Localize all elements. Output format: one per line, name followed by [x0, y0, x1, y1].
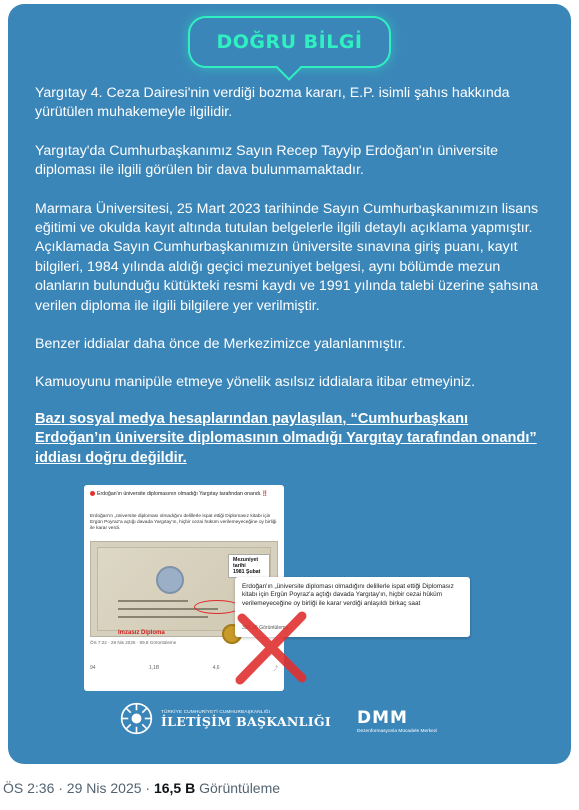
red-circle-icon: [90, 491, 95, 496]
popup-text: Erdoğan'ın „üniversite diploması olmadığını delillerle ispat ettiği Diplomasız kitabı için Ergün Poyraz'a açtığı davada Yargıtay'ın, hiçbir cezai hüküm verilemeyeceğine oy birliği ile karar verdiği anlaşıldı birkaç saat: [242, 583, 454, 607]
dogru-bilgi-badge: [188, 16, 390, 68]
dmm-subtitle: Dezenformasyonla Mücadele Merkezi: [357, 729, 438, 734]
repost-count: 1,1B: [148, 665, 160, 671]
badge-label: DOĞRU BİLGİ: [216, 31, 363, 53]
claim-highlight: Bazı sosyal medya hesaplarından paylaşılan, “Cumhurbaşkanı Erdoğan’ın üniversite diplomasının olmadığı Yargıtay tarafından onandı” iddiası doğru değildir.: [35, 410, 537, 466]
post-timestamp[interactable]: ÖS 2:36 · 29 Nis 2025 ·: [3, 780, 154, 796]
presidency-emblem-icon: [120, 702, 153, 735]
reply-count: 94: [90, 665, 96, 671]
iletisim-baskanligi-logo: [120, 702, 331, 735]
badge-wrap: [8, 16, 571, 68]
diploma-line: [118, 600, 188, 602]
diploma-line: [118, 616, 208, 618]
paragraph-4: Benzer iddialar daha önce de Merkezimizce yalanlanmıştır.: [35, 336, 406, 353]
paragraph-3: Marmara Üniversitesi, 25 Mart 2023 tarihinde Sayın Cumhurbaşkanımızın lisans eğitimi ve okulda kayıt altında tutulan belgelerle ilgili detaylı açıklama yapmıştır. Açıklamada Sayın Cumhurbaşkanımızın üniversite sınavına giriş puanı, kayıt bilgileri, 1984 yılında aldığı geçici mezuniyet belgesi, aynı bölümde mezun olanların bulunduğu kütükteki resmi kaydı ve 1991 yılında talebi üzerine şahsına verilen diploma ile ilgili bilgilere yer verilmiştir.: [35, 200, 539, 314]
views-count: 16,5 B: [153, 780, 196, 796]
university-seal-icon: [156, 566, 184, 594]
paragraph-2: Yargıtay'da Cumhurbaşkanımız Sayın Recep Tayyip Erdoğan'ın üniversite diploması ile ilgili görülen bir dava bulunmamaktadır.: [35, 142, 499, 179]
popup-views: 350,1B Görüntüleme: [242, 625, 289, 631]
views-label: Görüntüleme: [195, 780, 281, 796]
dmm-mark: DMM: [357, 708, 408, 728]
embedded-post-footer: ÖS 7:22 · 28 Nis 2025 · 99,8 Görüntüleme: [90, 640, 177, 645]
embedded-post-header: Erdoğan'ın üniversite diplomasının olmadığı Yargıtay tarafından onandı.‼️: [90, 491, 276, 498]
badge-tail: [277, 55, 302, 80]
paragraph-5: Kamuoyunu manipüle etmeye yönelik asılsız iddialara itibar etmeyiniz.: [35, 374, 476, 391]
post-meta: [3, 780, 280, 796]
unsigned-diploma-label: Imzasız Diploma: [118, 630, 165, 636]
paragraph-1: Yargıtay 4. Ceza Dairesi'nin verdiği bozma kararı, E.P. isimli şahıs hakkında yürütülen muhakemeyle ilgilidir.: [35, 85, 510, 121]
dmm-logo: [357, 708, 437, 734]
embedded-post-body: Erdoğan'ın „üniversite diploması olmadığını delillerle ispat ettiği Diplomasız kitabı için Ergün Poyraz'a açtığı davada Yargıtay'ın, hiçbir cezai hüküm verilemeyeceğine oy birliği ile karar verdi.: [90, 514, 277, 531]
gov-subtitle: TÜRKİYE CUMHURİYETİ CUMHURBAŞKANLIĞI: [161, 708, 271, 714]
share-icon: ⤴: [272, 666, 278, 672]
card-text: [35, 84, 547, 487]
graduation-date-tag: Mezuniyet tarihi 1981 Şubat: [228, 554, 270, 578]
red-cross-icon: [232, 608, 312, 688]
gov-title: İLETİŞİM BAŞKANLIĞI: [161, 713, 332, 729]
like-count: 4,6: [212, 665, 220, 671]
